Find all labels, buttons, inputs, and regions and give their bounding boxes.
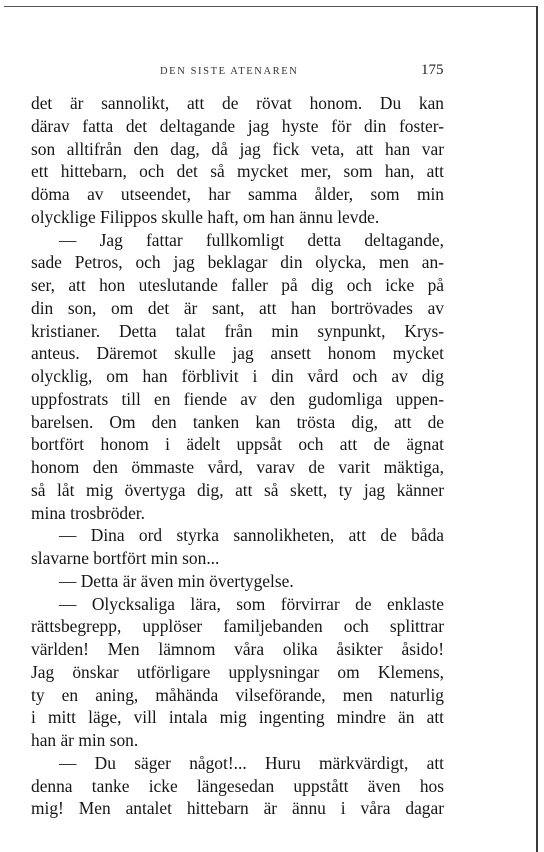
text-line: ty en aning, måhända vilseförande, men naturlig [31, 684, 444, 705]
text-line: rättsbegrepp, upplöser familjebanden och splittrar [31, 616, 444, 637]
text-line: ser, att hon uteslutande faller på dig och icke på [31, 275, 444, 295]
text-line: sade Petros, och jag beklagar din olycka, men an- [31, 252, 444, 273]
text-line: — Jag fattar fullkomligt detta deltagande, [59, 229, 444, 250]
text-line: döma av utseendet, har samma ålder, som min [31, 184, 444, 204]
text-line: mina trosbröder. [31, 502, 145, 523]
text-line: — Olycksaliga lära, som förvirrar de enklaste [59, 593, 444, 614]
page-edge-rule [536, 6, 538, 852]
text-line: i mitt läge, vill intala mig ingenting mindre än att [31, 707, 444, 728]
text-line: din son, om det är sant, att han bortrövades av [31, 297, 444, 318]
text-line: — Du säger något!... Huru märkvärdigt, att [59, 752, 444, 773]
text-line: — Detta är även min övertygelse. [59, 570, 294, 591]
text-line: bortfört honom i ädelt uppsåt och att de ägnat [31, 434, 444, 455]
page-number: 175 [421, 62, 444, 78]
running-title: DEN SISTE ATENAREN [160, 66, 299, 77]
text-line: därav fatta det deltagande jag hyste för din foster- [31, 115, 444, 136]
page-top-rule [4, 6, 538, 7]
text-line: slavarne bortfört min son... [31, 548, 220, 568]
text-line: son alltifrån den dag, då jag fick veta, att han var [31, 138, 444, 159]
text-line: olycklige Filippos skulle haft, om han ännu levde. [31, 206, 380, 227]
text-line: kristianer. Detta talat från min synpunkt, Krys- [31, 320, 444, 341]
text-line: olycklig, om han förblivit i din vård och av dig [31, 366, 444, 386]
text-line: världen! Men lämnom våra olika åsikter åsido! [31, 639, 444, 659]
text-line: Jag önskar utförligare upplysningar om Klemens, [31, 661, 444, 682]
text-line: mig! Men antalet hittebarn är ännu i våra dagar [31, 798, 444, 819]
text-line: — Dina ord styrka sannolikheten, att de båda [59, 525, 444, 546]
text-line: denna tanke icke längesedan uppstått även hos [31, 775, 444, 796]
text-line: anteus. Däremot skulle jag ansett honom mycket [31, 343, 444, 364]
text-line: han är min son. [31, 730, 139, 750]
text-line: det är sannolikt, att de rövat honom. Du kan [31, 93, 444, 113]
text-line: uppfostrats till en fiende av den gudomliga uppen- [31, 388, 444, 409]
text-line: barelsen. Om den tanken kan trösta dig, att de [31, 411, 444, 432]
text-line: ett hittebarn, och det så mycket mer, som han, att [31, 161, 444, 182]
text-line: honom den ömmaste vård, varav de varit mäktiga, [31, 457, 444, 477]
text-line: så låt mig övertyga dig, att så skett, ty jag känner [31, 479, 444, 500]
running-header [0, 62, 544, 82]
body-text [31, 92, 444, 820]
